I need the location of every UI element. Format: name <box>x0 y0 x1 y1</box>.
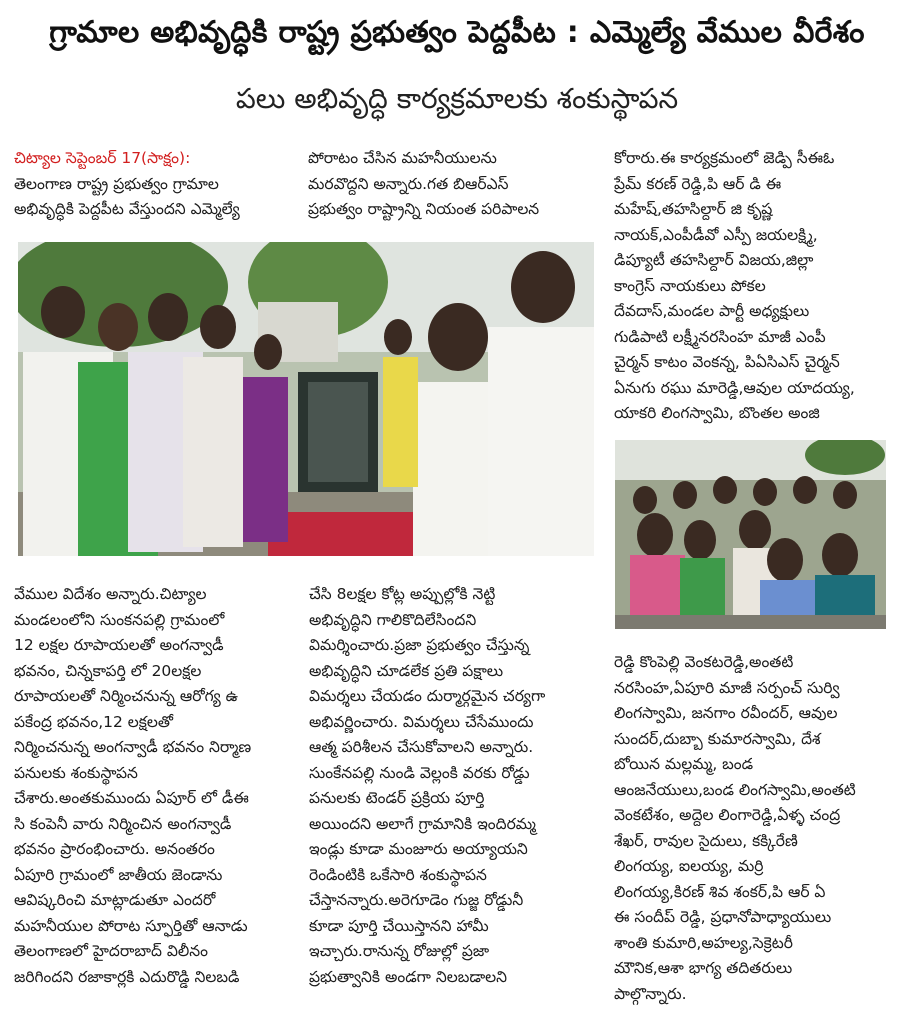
text-line: ఆత్మ పరిశీలన చేసుకోవాలని అన్నారు. <box>309 738 534 756</box>
column-1-bottom <box>14 582 304 1002</box>
column-1-top <box>14 146 299 230</box>
text-line: బోయిన మల్లమ్మ, బండ <box>614 755 754 773</box>
text-line: లింగయ్య,కిరణ్ శివ శంకర్,పి ఆర్ ఏ <box>614 882 826 901</box>
text-line: అభివృద్ధిని గాలికొదిలేసిందని <box>309 610 477 629</box>
text-line: డిప్యూటీ తహసిల్దార్ విజయ,జిల్లా <box>614 251 814 269</box>
text-line: చేసి 8లక్షల కోట్ల అప్పుల్లోకి నెట్టి <box>309 585 496 603</box>
main-photo <box>18 242 594 556</box>
text-line: మహనీయుల పోరాట స్ఫూర్తితో ఆనాడు <box>14 916 248 935</box>
text-line: చైర్మన్ కాటం వెంకన్న, పిఏసిఎస్ చైర్మన్ <box>614 353 840 371</box>
text-line: పోరాటం చేసిన మహనీయులను <box>308 149 497 167</box>
text-line: ప్రేమ్ కరణ్ రెడ్డి,పి ఆర్ డి ఈ <box>614 174 782 193</box>
text-line: ఇచ్చారు.రానున్న రోజుల్లో ప్రజా <box>309 942 490 960</box>
text-line: నాయక్,ఎంపీడీవో ఎస్పీ జయలక్ష్మి, <box>614 225 818 244</box>
text-line: కాంగ్రెస్ నాయకులు పోకల <box>614 276 766 295</box>
text-line: మహేష్,తహసిల్దార్ జి కృష్ణ <box>614 200 773 218</box>
text-line: పనులకు శంకుస్థాపన <box>14 763 138 782</box>
column-2-top <box>308 146 603 230</box>
text-line: చేశారు.అంతకుముందు ఏపూర్ లో డీఈ <box>14 789 249 807</box>
text-line: మరవొద్దని అన్నారు.గత బిఆర్ఎస్ <box>308 174 509 193</box>
subheadline: పలు అభివృద్ధి కార్యక్రమాలకు శంకుస్థాపన <box>235 82 679 115</box>
text-line: రెడ్డి కొంపెల్లి వెంకటరెడ్డి,అంతటి <box>614 653 794 671</box>
text-line: ఆంజనేయులు,బండ లింగస్వామి,అంతటి <box>614 780 856 799</box>
text-line: చేస్తానన్నారు.అరెగూడెం గుజ్జ రోడ్డునీ <box>309 891 524 909</box>
text-line: రెండింటికి ఒకేసారి శంకుస్థాపన <box>309 865 487 884</box>
text-line: భవనం ప్రారంభించారు. అనంతరం <box>14 840 215 858</box>
text-line: కూడా పూర్తి చేయిస్తానని హామీ <box>309 916 489 935</box>
text-line: పాల్గొన్నారు. <box>614 984 687 1003</box>
text-line: భవనం, చిన్నకాపర్తి లో 20లక్షల <box>14 661 202 680</box>
column-3-bottom <box>614 650 906 1010</box>
text-line: లింగస్వామి, జనగాం రవీందర్, ఆవుల <box>614 704 838 722</box>
text-line: నిర్మించనున్న అంగన్వాడీ భవనం నిర్మాణ <box>14 738 252 756</box>
text-line: 12 లక్షల రూపాయలతో అంగన్వాడీ <box>14 636 224 654</box>
text-line: విమర్శలు చేయడం దుర్మార్గమైన చర్యగా <box>309 687 546 705</box>
text-line: తెలంగాణలో హైదరాబాద్ విలీనం <box>14 942 208 960</box>
text-line: కోరారు.ఈ కార్యక్రమంలో జెడ్పి సీఈఓ <box>614 149 835 167</box>
text-line: దేవదాస్,మండల పార్టీ అధ్యక్షులు <box>614 302 810 320</box>
text-line: ఏపూరి గ్రామంలో జాతీయ జెండాను <box>14 865 223 884</box>
headline: గ్రామాల అభివృద్ధికి రాష్ట్ర ప్రభుత్వం పెద్దపీట : ఎమ్మెల్యే వేముల వీరేశం <box>49 15 865 50</box>
text-line: నరసింహ,ఏపూరి మాజీ సర్పంచ్ సుర్వి <box>614 678 840 697</box>
text-line: ఆవిష్కరించి మాట్లాడుతూ ఎందరో <box>14 891 216 909</box>
text-line: ప్రభుత్వం రాష్ట్రాన్ని నియంత పరిపాలన <box>308 200 540 218</box>
text-line: పనులకు టెండర్ ప్రక్రియ పూర్తి <box>309 789 485 807</box>
text-line: ఏనుగు రఘు మారెడ్డి,ఆవుల యాదయ్య, <box>614 378 855 397</box>
column-3-top <box>614 146 906 436</box>
text-line: వెంకటేశం, అద్దెల లింగారెడ్డి,ఏళ్ళ చంద్ర <box>614 806 841 824</box>
text-line: అభివృద్ధిని చూడలేక ప్రతి పక్షాలు <box>309 661 504 680</box>
text-line: విమర్శించారు.ప్రజా ప్రభుత్వం చేస్తున్న <box>309 636 530 654</box>
column-2-bottom <box>309 582 605 1002</box>
dateline: చిట్యాల సెప్టెంబర్ 17(సాక్షం): <box>14 149 191 167</box>
text-line: యాకరి లింగస్వామి, బొంతల అంజి <box>614 404 820 422</box>
text-line: సుంకేనపల్లి నుండి వెల్లంకి వరకు రోడ్డు <box>309 763 530 782</box>
secondary-photo <box>615 440 886 629</box>
text-line: గుడిపాటి లక్ష్మీనరసింహ మాజీ ఎంపీ <box>614 327 826 346</box>
text-line: వేముల విదేశం అన్నారు.చిట్యాల <box>14 585 207 603</box>
text-line: శాంతి కుమారి,అహల్య,సెక్రెటరీ <box>614 933 793 952</box>
text-line: జరిగిందని రజాకార్లకి ఎదురొడ్డి నిలబడి <box>14 967 240 986</box>
text-line: రూపాయలతో నిర్మించనున్న ఆరోగ్య ఉ <box>14 687 239 705</box>
text-line: అయిందని అలాగే గ్రామానికి ఇందిరమ్మ <box>309 814 536 833</box>
text-line: అభివృద్ధికి పెద్దపీట వేస్తుందని ఎమ్మెల్యే <box>14 200 240 218</box>
text-line: సుందర్,దుబ్బా కుమారస్వామి, దేశ <box>614 729 821 748</box>
text-line: ఇండ్లు కూడా మంజూరు అయ్యాయని <box>309 840 528 858</box>
text-line: అభివర్ణించారు. విమర్శలు చేసేముందు <box>309 712 534 731</box>
text-line: ఈ సందీప్ రెడ్డి, ప్రధానోపాధ్యాయులు <box>614 908 832 926</box>
text-line: మౌనిక,ఆశా భాగ్య తదితరులు <box>614 959 793 977</box>
text-line: పకేంద్ర భవనం,12 లక్షలతో <box>14 712 174 731</box>
text-line: శేఖర్, రావుల సైదులు, కక్కిరేణి <box>614 831 798 850</box>
text-line: ప్రభుత్వానికి అండగా నిలబడాలని <box>309 967 508 986</box>
text-line: సి కంపెనీ వారు నిర్మించిన అంగన్వాడీ <box>14 814 232 833</box>
text-line: తెలంగాణ రాష్ట్ర ప్రభుత్వం గ్రామాల <box>14 174 219 193</box>
text-line: లింగయ్య, ఐలయ్య, మర్రి <box>614 857 764 875</box>
text-line: మండలంలోని సుంకనపల్లి గ్రామంలో <box>14 610 225 629</box>
